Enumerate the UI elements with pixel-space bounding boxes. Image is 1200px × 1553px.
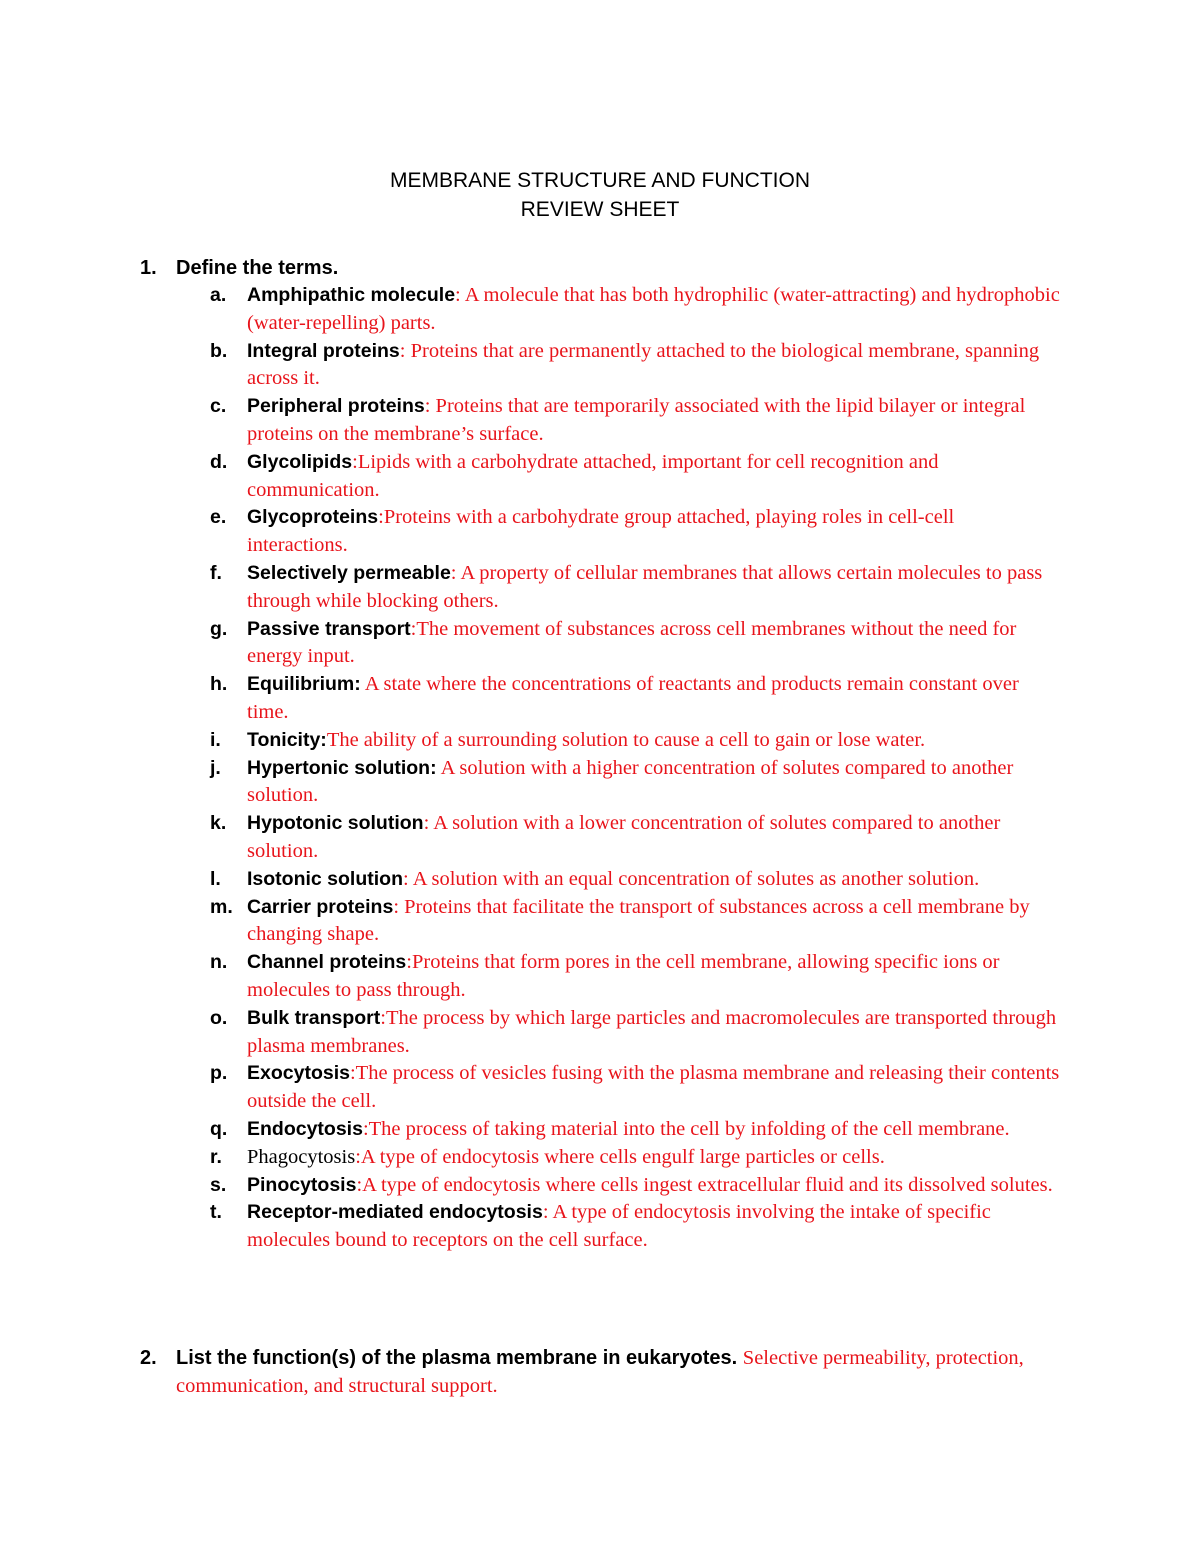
term-definition: Lipids with a carbohydrate attached, important for cell recognition and communication. (247, 450, 939, 501)
term-item (210, 1144, 1060, 1172)
term-separator: : (362, 1117, 369, 1140)
term-name: Pinocytosis (247, 1173, 357, 1196)
term-item (210, 338, 1060, 394)
term-item (210, 810, 1060, 866)
term-item (210, 671, 1060, 727)
term-definition: Proteins that facilitate the transport of substances across a cell membrane by changing shape. (247, 895, 1030, 946)
term-letter: t. (210, 1201, 222, 1224)
question-answer: Selective permeability, protection, communication, and structural support. (176, 1347, 1024, 1397)
term-separator: : (352, 450, 358, 473)
term-letter: e. (210, 506, 227, 529)
term-name: Isotonic solution (247, 867, 403, 890)
question-text: List the function(s) of the plasma membrane in eukaryotes. (176, 1347, 738, 1369)
term-separator: : (349, 1062, 356, 1085)
term-item (210, 755, 1060, 811)
term-separator: : (450, 561, 461, 584)
term-name: Receptor-mediated endocytosis (247, 1201, 543, 1224)
term-item (210, 949, 1060, 1005)
term-name: Phagocytosis (247, 1145, 356, 1168)
term-item (210, 560, 1060, 616)
title-line-2: REVIEW SHEET (520, 198, 680, 221)
term-separator: : (406, 951, 412, 974)
term-name: Equilibrium: (247, 673, 361, 696)
term-definition: Proteins that form pores in the cell membrane, allowing specific ions or molecules to pass through. (247, 951, 1000, 1001)
term-item (210, 616, 1060, 672)
term-definition: Proteins with a carbohydrate group attached, playing roles in cell-cell interactions. (247, 506, 955, 557)
term-letter: c. (210, 395, 227, 418)
term-item (210, 1199, 1060, 1255)
term-definition: A solution with a lower concentration of solutes compared to another solution. (247, 812, 1001, 862)
term-item (210, 504, 1060, 560)
term-definition: The movement of substances across cell membranes without the need for energy input. (247, 617, 1017, 668)
term-letter: k. (210, 812, 227, 835)
term-item (210, 282, 1060, 338)
term-letter: b. (210, 339, 228, 362)
question-1 (140, 254, 1060, 282)
term-name: Amphipathic molecule (247, 284, 456, 306)
term-letter: f. (210, 561, 222, 584)
term-name: Passive transport (247, 617, 411, 640)
term-item (210, 866, 1060, 894)
term-separator: : (423, 812, 434, 835)
question-text: Define the terms. (176, 257, 339, 279)
term-item (210, 449, 1060, 505)
term-letter: s. (210, 1173, 227, 1196)
term-separator: : (403, 867, 413, 890)
term-name: Selectively permeable (247, 561, 451, 584)
term-item (210, 894, 1060, 950)
term-definition: A molecule that has both hydrophilic (water-attracting) and hydrophobic (water-repelling) parts. (247, 284, 1060, 334)
question-number: 2. (140, 1347, 157, 1369)
term-letter: h. (210, 673, 228, 696)
term-name: Channel proteins (247, 951, 407, 974)
term-item (210, 1116, 1060, 1144)
document-title (0, 166, 1200, 224)
term-letter: n. (210, 951, 228, 974)
term-definition: The ability of a surrounding solution to cause a cell to gain or lose water. (326, 728, 926, 751)
term-letter: m. (210, 895, 233, 918)
term-name: Integral proteins (247, 339, 400, 362)
terms-list (210, 282, 1060, 1255)
term-separator: : (355, 1145, 361, 1168)
term-name: Bulk transport (247, 1006, 381, 1029)
term-name: Glycoproteins (247, 506, 379, 529)
term-letter: a. (210, 284, 227, 306)
term-letter: r. (210, 1145, 222, 1168)
term-separator: : (399, 339, 411, 362)
term-letter: o. (210, 1006, 228, 1029)
term-separator: : (380, 1006, 386, 1029)
term-separator: : (410, 617, 417, 640)
term-item (210, 1005, 1060, 1061)
term-definition: A type of endocytosis where cells ingest extracellular fluid and its dissolved solutes. (362, 1173, 1053, 1196)
term-definition: A solution with an equal concentration of solutes as another solution. (412, 867, 980, 890)
term-letter: q. (210, 1117, 228, 1140)
term-separator: : (424, 395, 436, 418)
term-definition: Proteins that are permanently attached to the biological membrane, spanning across it. (247, 339, 1040, 390)
term-definition: The process of vesicles fusing with the plasma membrane and releasing their contents outside the cell. (247, 1062, 1060, 1113)
term-letter: i. (210, 728, 221, 751)
term-definition: Proteins that are temporarily associated with the lipid bilayer or integral proteins on the membrane’s surface. (247, 395, 1026, 445)
term-separator: : (356, 1173, 363, 1196)
term-item (210, 1060, 1060, 1116)
term-separator: : (455, 284, 465, 306)
term-definition: A type of endocytosis involving the intake of specific molecules bound to receptors on the cell surface. (247, 1201, 991, 1252)
title-line-1: MEMBRANE STRUCTURE AND FUNCTION (389, 169, 810, 192)
term-name: Peripheral proteins (247, 395, 425, 418)
term-name: Exocytosis (247, 1062, 350, 1085)
term-definition: A state where the concentrations of reactants and products remain constant over time. (247, 673, 1019, 723)
question-2 (140, 1344, 1060, 1400)
term-name: Tonicity: (247, 728, 327, 751)
term-name: Hypotonic solution (247, 812, 424, 835)
term-definition: The process by which large particles and macromolecules are transported through plasma membranes. (247, 1006, 1057, 1057)
term-definition: A solution with a higher concentration of solutes compared to another solution. (247, 756, 1014, 807)
term-letter: g. (210, 617, 228, 640)
question-number: 1. (140, 257, 157, 279)
term-definition: The process of taking material into the cell by infolding of the cell membrane. (368, 1117, 1010, 1140)
term-letter: l. (210, 867, 221, 890)
term-definition: A type of endocytosis where cells engulf large particles or cells. (360, 1145, 885, 1168)
term-item (210, 1172, 1060, 1200)
term-name: Endocytosis (247, 1117, 363, 1140)
term-item (210, 727, 1060, 755)
term-letter: p. (210, 1062, 228, 1085)
term-separator: : (378, 506, 384, 529)
term-name: Glycolipids (247, 450, 353, 473)
term-item (210, 393, 1060, 449)
term-separator: : (393, 895, 405, 918)
term-definition: A property of cellular membranes that allows certain molecules to pass through while blocking others. (247, 561, 1043, 612)
term-letter: j. (210, 756, 221, 779)
term-name: Hypertonic solution: (247, 756, 437, 779)
term-name: Carrier proteins (247, 895, 394, 918)
term-separator: : (542, 1201, 553, 1224)
term-letter: d. (210, 450, 228, 473)
